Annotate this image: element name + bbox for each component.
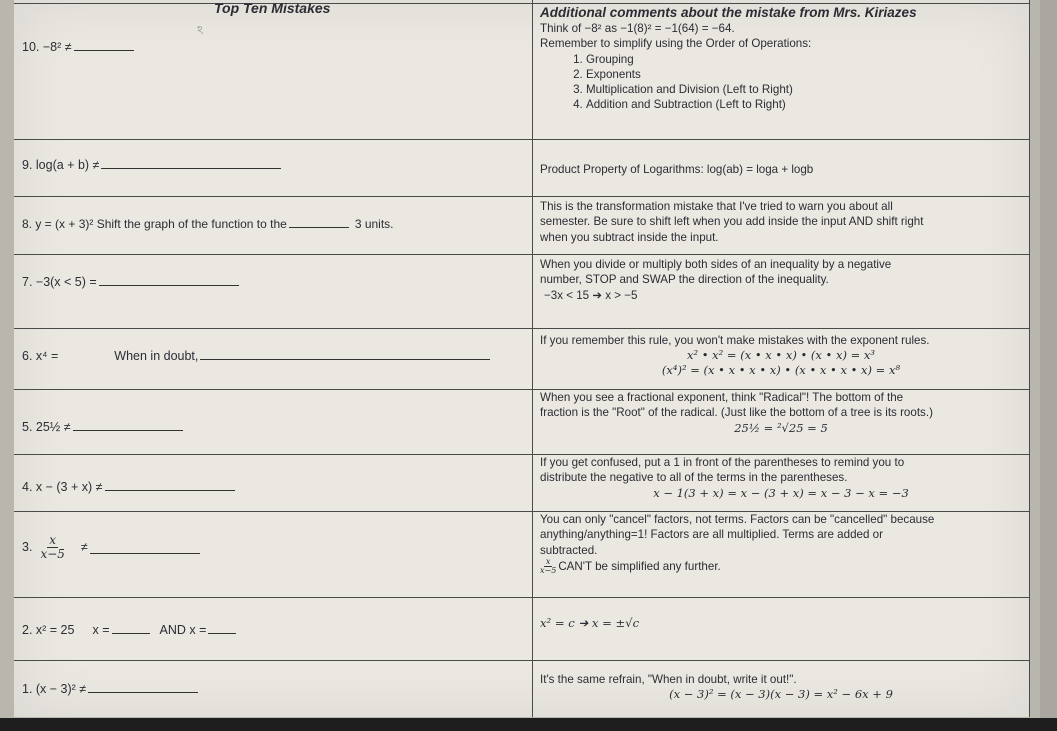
table-border-right bbox=[1029, 0, 1030, 717]
question-7: 7. −3(x < 5) = bbox=[22, 273, 239, 289]
question-4: 4. x − (3 + x) ≠ bbox=[22, 478, 235, 494]
answer-blank[interactable] bbox=[101, 156, 281, 169]
comment-5: When you see a fractional exponent, think "Radical"! The bottom of the fraction is the "Root" of the radical. (Just like the bottom of a tree is its roots.) 25½ = ²√25 = 5 bbox=[540, 391, 933, 435]
comment-3: You can only "cancel" factors, not terms. Factors can be "cancelled" because anything/anything=1! Factors are all multiplied. Terms are added or subtracted. $\frac{x}{x-5}$ CAN'T be simplified any further. bbox=[534, 510, 1028, 578]
question-2: 2. x² = 25 x = AND x = bbox=[22, 621, 236, 637]
comment-6: If you remember this rule, you won't make mistakes with the exponent rules. x² • x² = (x • x • x) • (x • x) = x³ (x⁴)² = (x • x • x • x) • (x • x • x • x) = x⁸ bbox=[540, 334, 930, 378]
answer-blank[interactable] bbox=[73, 418, 183, 431]
question-9: 9. log(a + b) ≠ bbox=[22, 156, 281, 172]
comment-7: When you divide or multiply both sides of an inequality by a negative number, STOP and SWAP the direction of the inequality. −3x < 15 ➔ x > −5 bbox=[540, 258, 892, 302]
question-8: 8. y = (x + 3)² Shift the graph of the function to the 3 units. bbox=[22, 217, 394, 231]
right-column-title: Additional comments about the mistake from Mrs. Kiriazes bbox=[540, 5, 917, 20]
bottom-edge bbox=[0, 718, 1057, 731]
answer-blank[interactable] bbox=[200, 347, 490, 360]
comment-2: x² = c ➔ x = ±√c bbox=[540, 616, 640, 630]
cannot-simplify-line: $\frac{x}{x-5}$ CAN'T be simplified any further. bbox=[540, 556, 721, 576]
fraction: $\frac{x}{x-5}$ bbox=[540, 556, 557, 576]
question-6: 6. x⁴ = When in doubt, bbox=[22, 347, 490, 363]
table-border-top bbox=[14, 3, 1030, 4]
worksheet bbox=[14, 0, 1030, 717]
order-of-operations-list: 1. Grouping 2. Exponents 3. Multiplication and Division (Left to Right) 4. Addition and Subtraction (Left to Right) bbox=[540, 52, 1022, 113]
row-divider bbox=[14, 660, 1030, 661]
comment-8: This is the transformation mistake that I've tried to warn you about all semester. Be sure to shift left when you add inside the input AND shift right when you subtract inside the input. bbox=[540, 200, 924, 244]
comment-4: If you get confused, put a 1 in front of the parentheses to remind you to distribute the negative to all of the terms in the parentheses. x − 1(3 + x) = x − (3 + x) = x − 3 − x = −3 bbox=[540, 456, 909, 500]
answer-blank[interactable] bbox=[74, 38, 134, 51]
answer-blank[interactable] bbox=[99, 273, 239, 286]
answer-blank[interactable] bbox=[88, 680, 198, 693]
column-divider bbox=[532, 0, 533, 717]
comment-1: It's the same refrain, "When in doubt, write it out!". (x − 3)² = (x − 3)(x − 3) = x² − 6x + 9 bbox=[540, 673, 893, 702]
answer-blank[interactable] bbox=[208, 621, 236, 634]
pencil-mark: ঽ bbox=[197, 23, 204, 37]
answer-blank[interactable] bbox=[112, 621, 150, 634]
answer-blank[interactable] bbox=[289, 215, 349, 228]
question-10: 10. −8² ≠ bbox=[22, 38, 134, 54]
comment-9: Product Property of Logarithms: log(ab) = loga + logb bbox=[540, 163, 814, 176]
comment-10: Think of −8² as −1(8)² = −1(64) = −64. Remember to simplify using the Order of Operations: 1. Grouping 2. Exponents 3. Multiplication and Division (Left to Right) 4. Addition and Subtraction (Left to Right) bbox=[534, 19, 1028, 115]
left-column-title: Top Ten Mistakes bbox=[214, 0, 331, 16]
answer-blank[interactable] bbox=[105, 478, 235, 491]
page-edge bbox=[1040, 0, 1057, 718]
question-5: 5. 25½ ≠ bbox=[22, 418, 183, 434]
row-divider bbox=[14, 328, 1030, 329]
row-divider bbox=[14, 139, 1030, 140]
question-3: 3. $\frac{x}{x-5}$ ≠ bbox=[22, 534, 200, 560]
row-divider bbox=[14, 597, 1030, 598]
fraction: $\frac{x}{x-5}$ bbox=[40, 533, 65, 561]
answer-blank[interactable] bbox=[90, 541, 200, 554]
question-1: 1. (x − 3)² ≠ bbox=[22, 680, 198, 696]
